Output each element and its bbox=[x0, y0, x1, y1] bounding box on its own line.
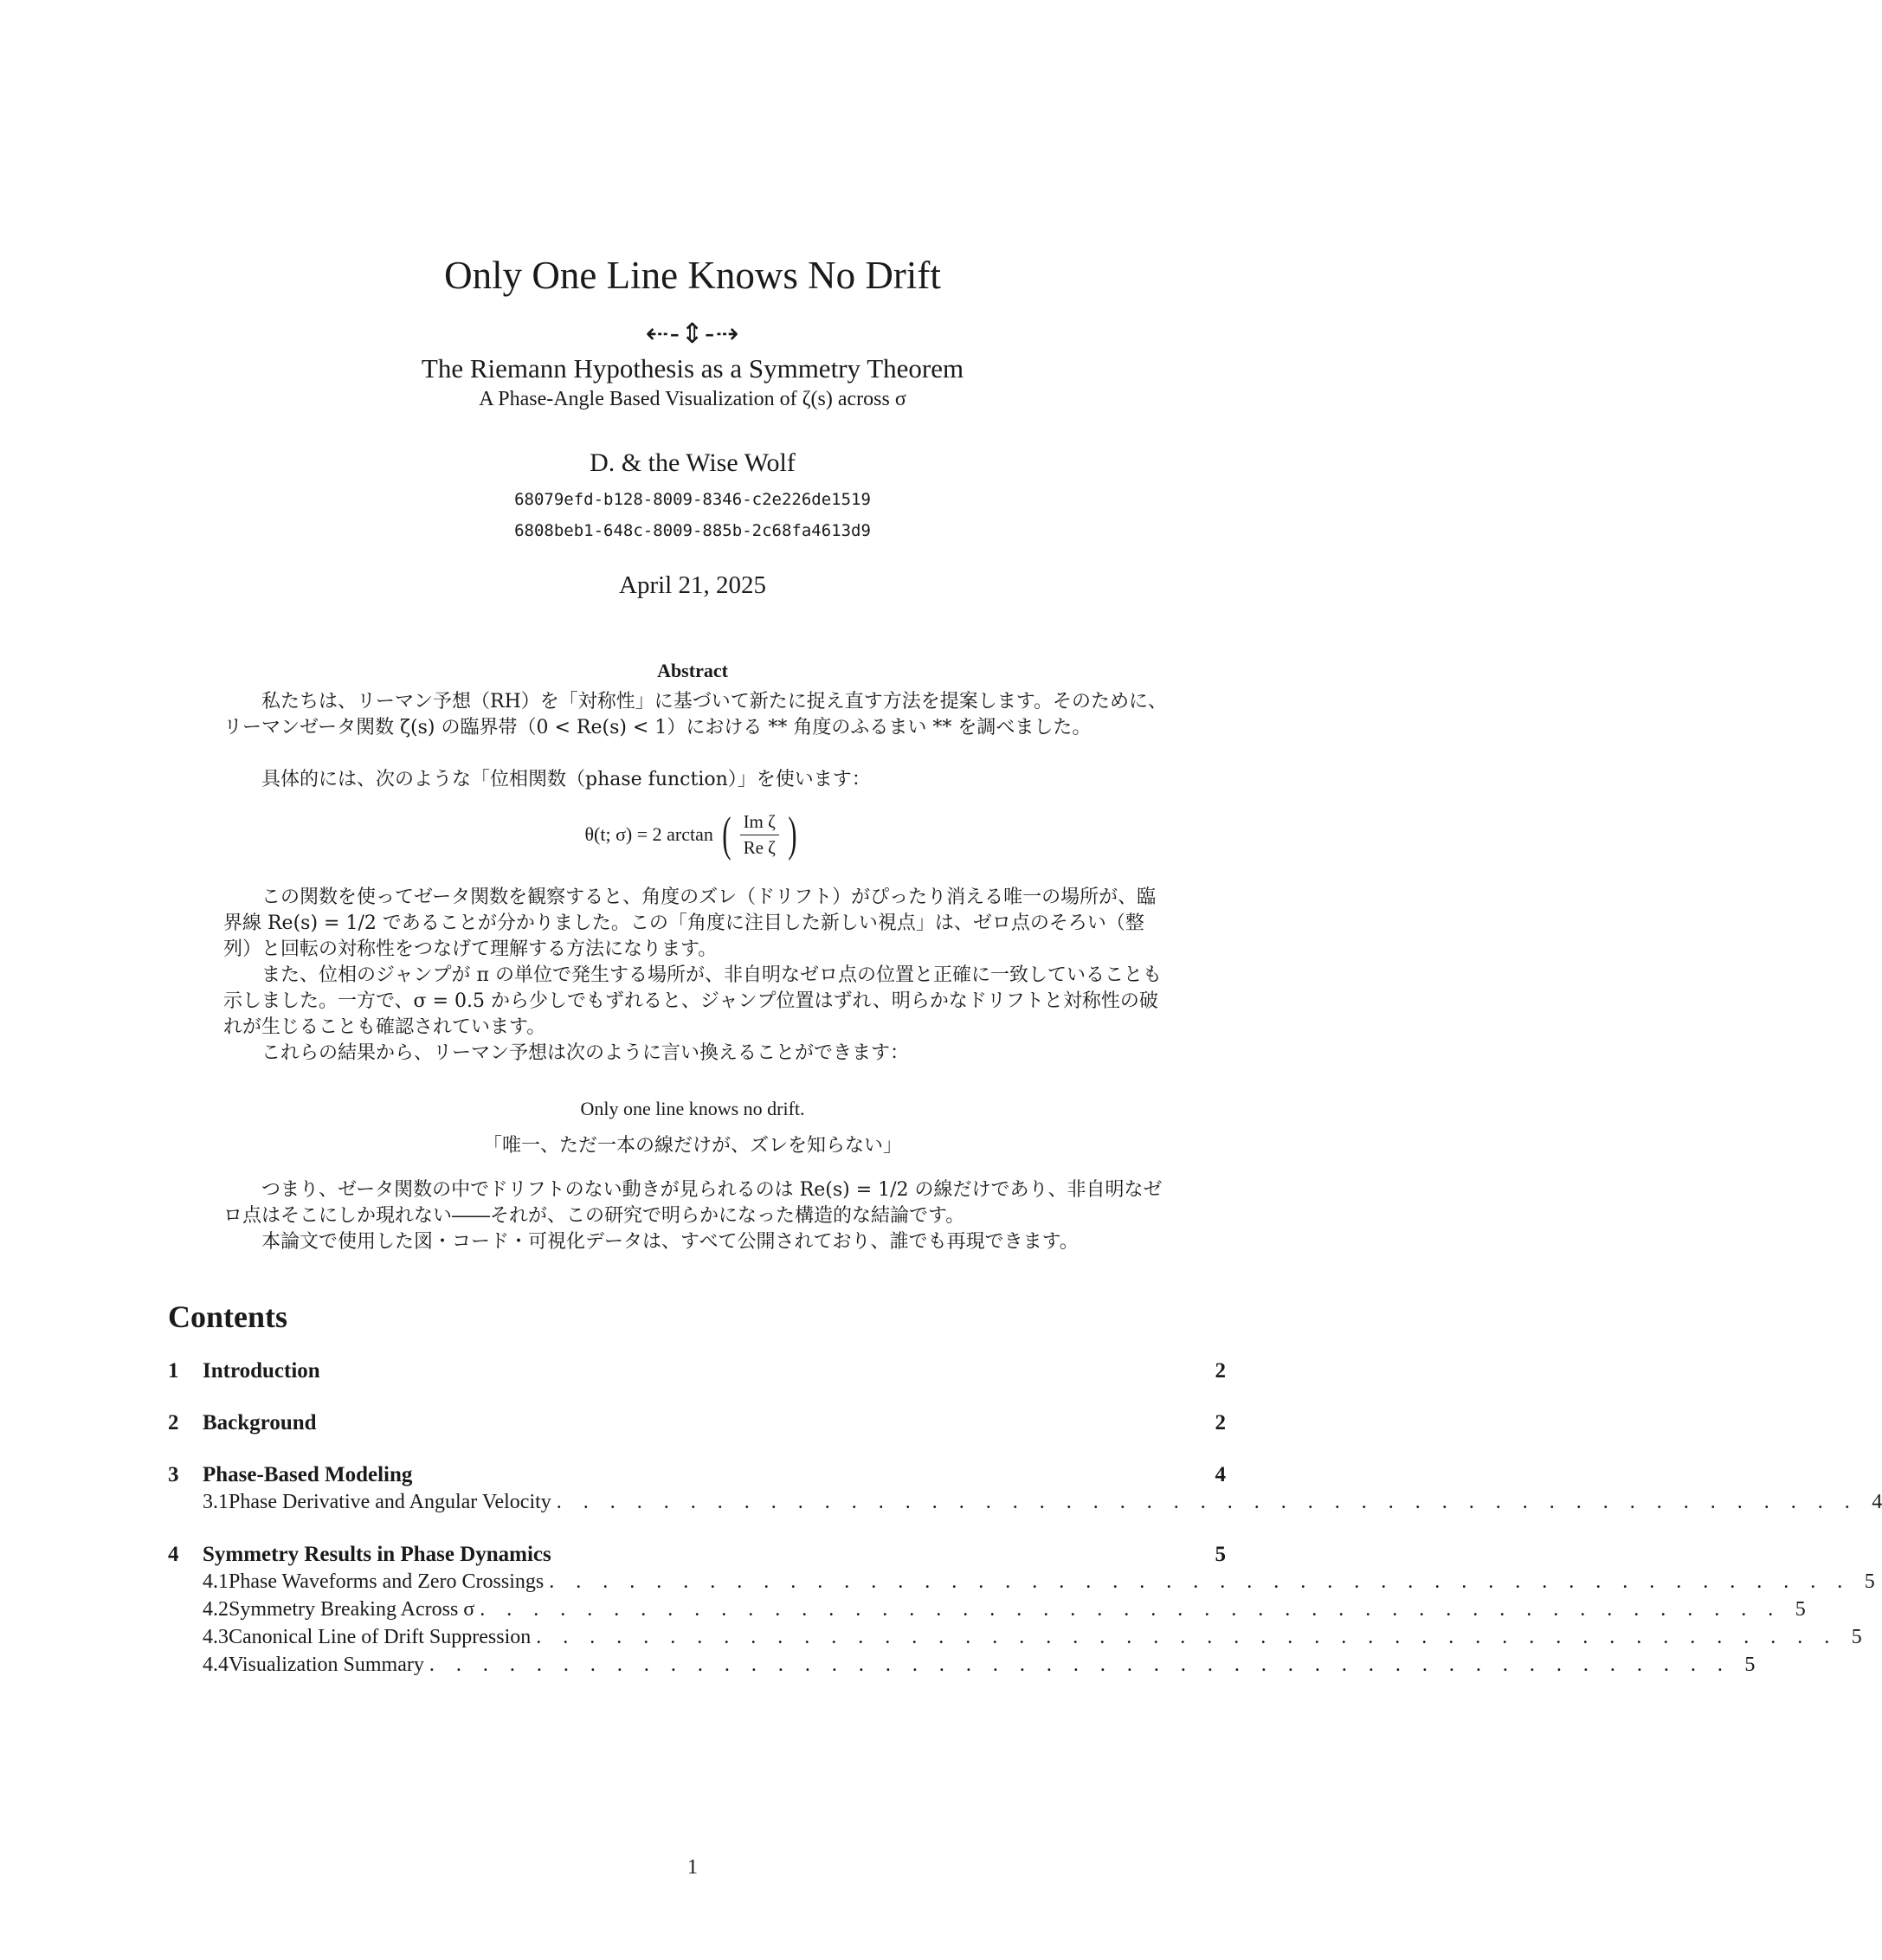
toc-number: 4.2 bbox=[203, 1598, 229, 1621]
toc-leader-dots: . . . . . . . . . . . . . . . . . . . . . . . . . . . . . . . . . . . . . . . . . . . . . . . . . bbox=[556, 1491, 1859, 1513]
toc-page: 5 bbox=[1744, 1654, 1756, 1676]
toc-leader-dots: . . . . . . . . . . . . . . . . . . . . . . . . . . . . . . . . . . . . . . . . . . . . . . . . . bbox=[549, 1570, 1851, 1593]
toc-page: 4 bbox=[1872, 1491, 1882, 1513]
toc-page: 4 bbox=[1215, 1463, 1226, 1486]
abstract-heading: Abstract bbox=[657, 660, 728, 681]
contents-heading: Contents bbox=[168, 1299, 288, 1334]
toc-entry-introduction[interactable] bbox=[168, 1359, 1226, 1387]
toc-number: 4.3 bbox=[203, 1626, 229, 1648]
quote-english: Only one line knows no drift. bbox=[580, 1098, 805, 1119]
abstract-block-1 bbox=[223, 689, 1167, 741]
document-id-1: 68079efd-b128-8009-8346-c2e226de1519 bbox=[514, 490, 871, 509]
abstract-paragraph-2: 具体的には、次のような「位相関数（phase function）」を使います： bbox=[261, 769, 871, 790]
abstract-paragraph-6: つまり、ゼータ関数の中でドリフトのない動きが見られるのは Re(s) = 1/2 の線だけであり、非自明なゼロ点はそこにしか現れない――それが、この研究で明らかになった構造的な結論です。 bbox=[223, 1179, 1163, 1227]
toc-number: 3 bbox=[168, 1463, 179, 1486]
toc-number: 4.4 bbox=[203, 1654, 229, 1676]
quote-japanese: 「唯一、ただ一本の線だけが、ズレを知らない」 bbox=[482, 1135, 902, 1157]
toc-title: Phase-Based Modeling bbox=[203, 1463, 413, 1486]
toc-leader-dots: . . . . . . . . . . . . . . . . . . . . . . . . . . . . . . . . . . . . . . . . . . . . . . . . . bbox=[429, 1654, 1731, 1676]
formula-fraction bbox=[740, 811, 779, 859]
toc-number: 4.1 bbox=[203, 1570, 229, 1593]
toc-title: Symmetry Results in Phase Dynamics bbox=[203, 1543, 551, 1566]
toc-page: 5 bbox=[1795, 1598, 1806, 1621]
abstract-block-3 bbox=[223, 885, 1167, 1067]
formula-numerator: Im ζ bbox=[740, 811, 779, 835]
page-number: 1 bbox=[687, 1856, 698, 1879]
toc-entry-background[interactable] bbox=[168, 1411, 1226, 1439]
toc-title: Introduction bbox=[203, 1359, 320, 1383]
toc-title: Phase Derivative and Angular Velocity bbox=[229, 1491, 551, 1513]
toc-leader-dots: . . . . . . . . . . . . . . . . . . . . . . . . . . . . . . . . . . . . . . . . . . . . . . . . . bbox=[536, 1626, 1838, 1648]
toc-entry-phase-waveforms[interactable] bbox=[168, 1570, 1875, 1598]
toc-entry-symmetry-breaking[interactable] bbox=[168, 1598, 1806, 1626]
toc-title: Background bbox=[203, 1411, 317, 1435]
left-paren-icon: ( bbox=[722, 808, 732, 861]
toc-page: 5 bbox=[1215, 1543, 1226, 1566]
phase-function-formula bbox=[0, 810, 1385, 866]
toc-number: 4 bbox=[168, 1543, 179, 1566]
abstract-block-4 bbox=[223, 1177, 1167, 1255]
toc-entry-phase-based-modeling[interactable] bbox=[168, 1463, 1226, 1491]
toc-page: 2 bbox=[1215, 1359, 1226, 1383]
toc-entry-canonical-line[interactable] bbox=[168, 1626, 1862, 1654]
toc-number: 3.1 bbox=[203, 1491, 229, 1513]
author-line: D. & the Wise Wolf bbox=[590, 448, 796, 477]
formula-denominator: Re ζ bbox=[743, 836, 776, 858]
paper-date: April 21, 2025 bbox=[619, 571, 766, 599]
toc-page: 2 bbox=[1215, 1411, 1226, 1435]
toc-page: 5 bbox=[1864, 1570, 1875, 1593]
toc-page: 5 bbox=[1851, 1626, 1862, 1648]
toc-entry-phase-derivative[interactable] bbox=[168, 1491, 1882, 1518]
toc-leader-dots: . . . . . . . . . . . . . . . . . . . . . . . . . . . . . . . . . . . . . . . . . . . . . . . . . bbox=[480, 1598, 1782, 1621]
toc-title: Phase Waveforms and Zero Crossings bbox=[229, 1570, 545, 1593]
toc-entry-symmetry-results[interactable] bbox=[168, 1543, 1226, 1570]
toc-number: 2 bbox=[168, 1411, 179, 1435]
abstract-paragraph-5: これらの結果から、リーマン予想は次のように言い換えることができます： bbox=[261, 1042, 910, 1064]
abstract-paragraph-1: 私たちは、リーマン予想（RH）を「対称性」に基づいて新たに捉え直す方法を提案します。そのために、リーマンゼータ関数 ζ(s) の臨界帯（0 < Re(s) < 1）における ** 角度のふるまい ** を調べました。 bbox=[223, 691, 1167, 738]
paper-subtitle: The Riemann Hypothesis as a Symmetry Theorem bbox=[421, 353, 964, 384]
formula-lhs: θ(t; σ) = 2 arctan bbox=[584, 823, 713, 845]
toc-title: Visualization Summary bbox=[229, 1654, 424, 1676]
abstract-block-2 bbox=[223, 767, 1167, 793]
abstract-paragraph-3: この関数を使ってゼータ関数を観察すると、角度のズレ（ドリフト）がぴったり消える唯一の場所が、臨界線 Re(s) = 1/2 であることが分かりました。この「角度に注目した新しい視点」は、ゼロ点のそろい（整列）と回転の対称性をつなげて理解する方法になります。 bbox=[223, 887, 1157, 960]
toc-entry-visualization-summary[interactable] bbox=[168, 1654, 1756, 1681]
arrow-glyph-icon: ⇠-⇕-⇢ bbox=[645, 317, 740, 350]
toc-number: 1 bbox=[168, 1359, 179, 1383]
toc-title: Symmetry Breaking Across σ bbox=[229, 1598, 475, 1621]
paper-title: Only One Line Knows No Drift bbox=[444, 254, 941, 297]
document-id-2: 6808beb1-648c-8009-885b-2c68fa4613d9 bbox=[514, 521, 871, 540]
paper-subsubtitle: A Phase-Angle Based Visualization of ζ(s) across σ bbox=[479, 388, 906, 410]
abstract-paragraph-7: 本論文で使用した図・コード・可視化データは、すべて公開されており、誰でも再現できます。 bbox=[261, 1231, 1079, 1253]
right-paren-icon: ) bbox=[788, 808, 797, 861]
abstract-paragraph-4: また、位相のジャンプが π の単位で発生する場所が、非自明なゼロ点の位置と正確に一致していることも示しました。一方で、σ = 0.5 から少しでもずれると、ジャンプ位置はずれ、明らかなドリフトと対称性の破れが生じることも確認されています。 bbox=[223, 964, 1163, 1038]
toc-title: Canonical Line of Drift Suppression bbox=[229, 1626, 532, 1648]
